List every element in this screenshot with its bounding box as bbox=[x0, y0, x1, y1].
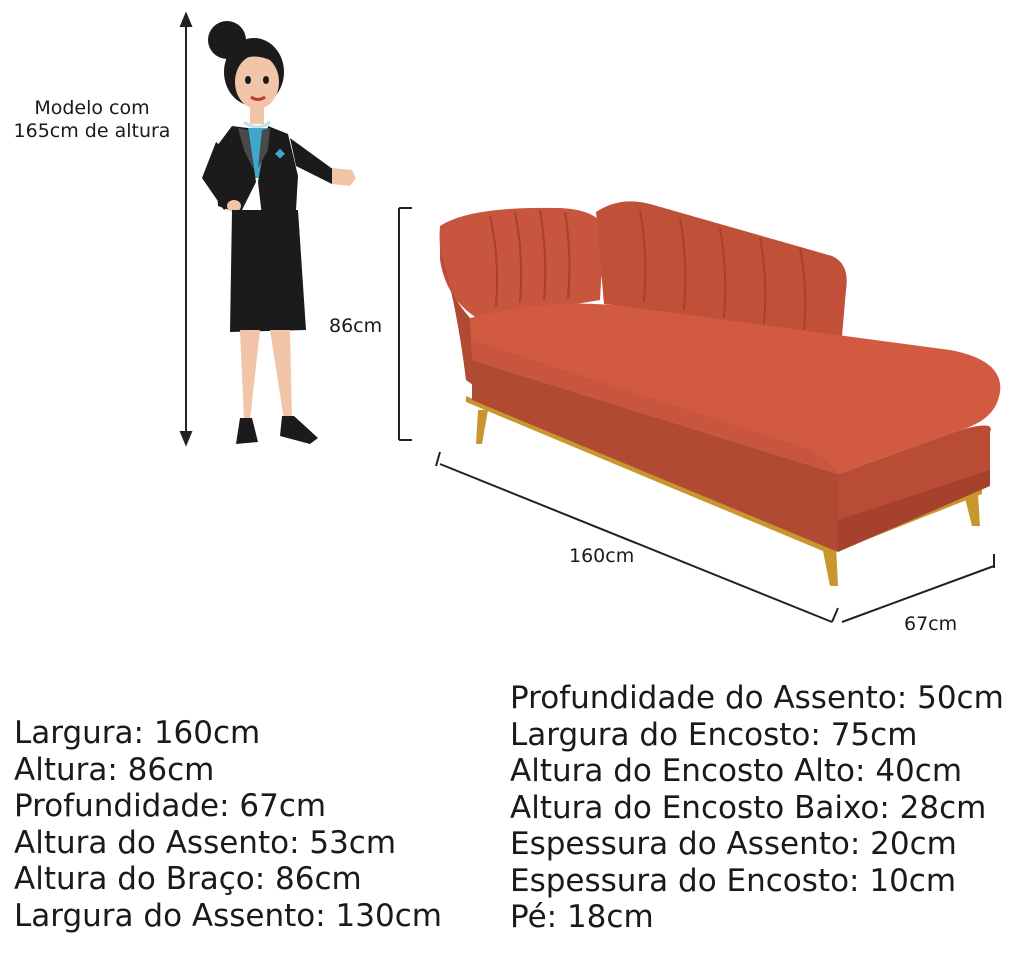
model-height-label-line1: Modelo com bbox=[34, 97, 150, 119]
depth-bracket bbox=[842, 554, 994, 622]
spec-item: Espessura do Assento: 20cm bbox=[510, 826, 957, 862]
spec-item: Largura: 160cm bbox=[14, 715, 261, 751]
spec-item: Pé: 18cm bbox=[510, 899, 654, 935]
woman-model-illustration bbox=[202, 21, 356, 444]
spec-item: Altura do Braço: 86cm bbox=[14, 861, 362, 897]
depth-dimension-label: 67cm bbox=[904, 613, 958, 635]
chaise-longue-sofa-illustration bbox=[440, 201, 1001, 586]
spec-list-left bbox=[14, 715, 442, 934]
spec-item: Altura do Assento: 53cm bbox=[14, 824, 397, 861]
spec-item: Largura do Assento: 130cm bbox=[14, 897, 442, 934]
model-height-label-line2: 165cm de altura bbox=[13, 120, 171, 142]
height-bracket bbox=[399, 208, 412, 440]
spec-item: Largura do Encosto: 75cm bbox=[510, 716, 918, 753]
height-dimension-label: 86cm bbox=[329, 315, 383, 337]
spec-item: Espessura do Encosto: 10cm bbox=[510, 862, 957, 899]
spec-list-right bbox=[510, 680, 1004, 936]
model-height-arrow bbox=[181, 14, 191, 444]
spec-item: Altura: 86cm bbox=[14, 751, 215, 788]
spec-item: Altura do Encosto Baixo: 28cm bbox=[510, 789, 987, 826]
spec-item: Altura do Encosto Alto: 40cm bbox=[510, 753, 963, 789]
spec-item: Profundidade do Assento: 50cm bbox=[510, 680, 1004, 716]
width-dimension-label: 160cm bbox=[569, 545, 635, 567]
spec-item: Profundidade: 67cm bbox=[14, 788, 327, 824]
